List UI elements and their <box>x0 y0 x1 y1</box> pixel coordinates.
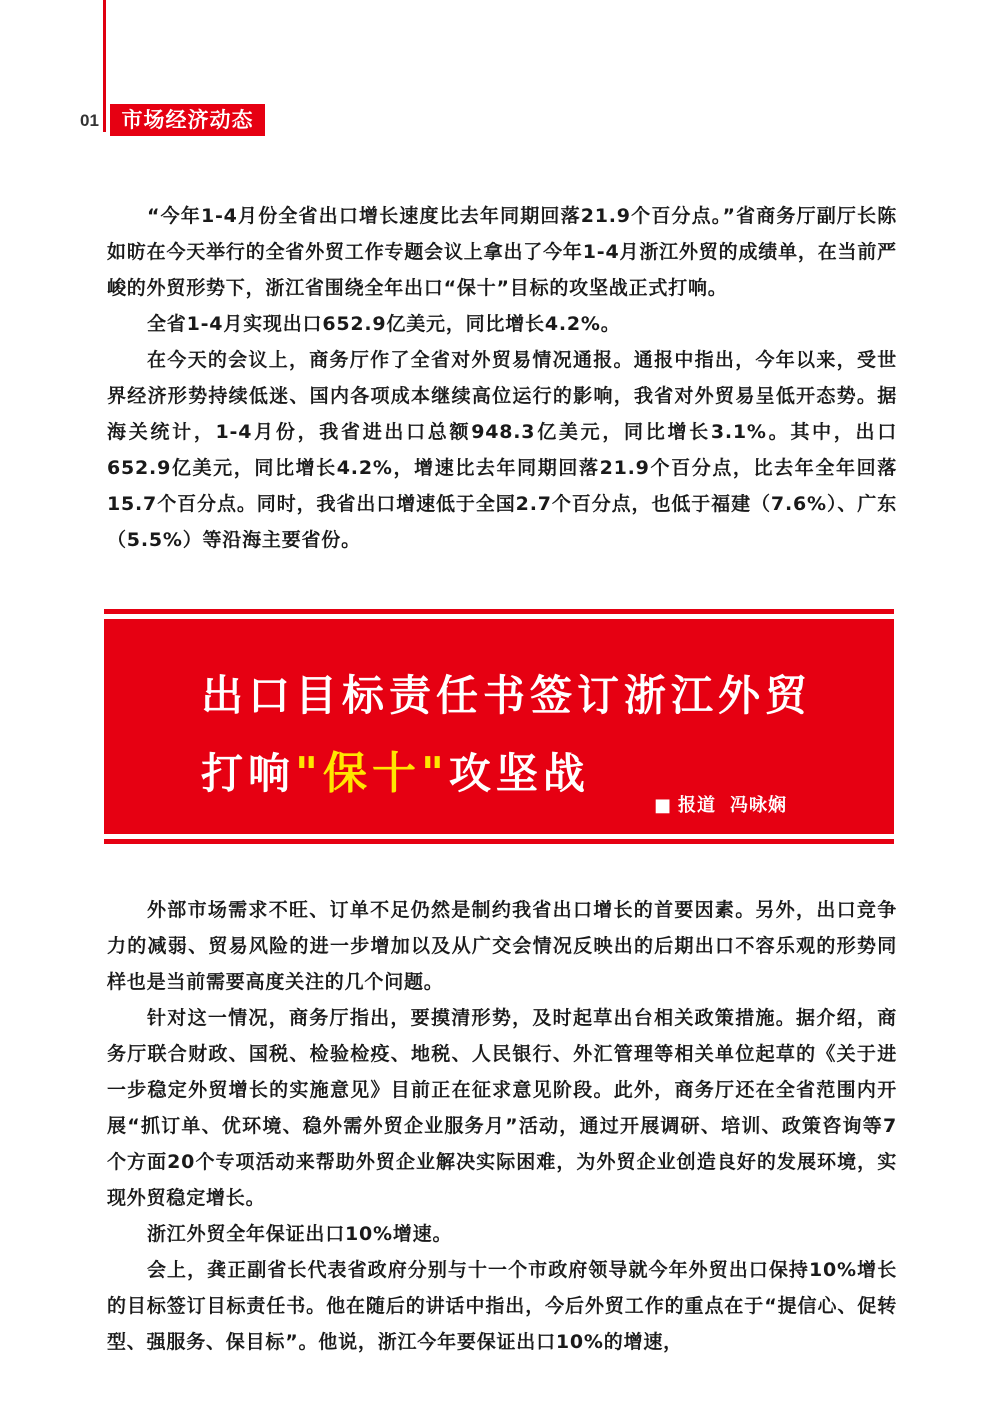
headline-line-2 <box>201 737 590 801</box>
body-text <box>107 892 897 1360</box>
paragraph: 全省1-4月实现出口652.9亿美元，同比增长4.2%。 <box>147 313 621 335</box>
byline <box>654 791 787 817</box>
paragraph: “今年1-4月份全省出口增长速度比去年同期回落21.9个百分点。”省商务厅副厅长陈如昉在今天举行的全省外贸工作专题会议上拿出了今年1-4月浙江外贸的成绩单，在当前严峻的外贸形势下，浙江省围绕全年出口“保十”目标的攻坚战正式打响。 <box>107 205 897 299</box>
headline-banner <box>104 619 894 834</box>
banner-bottom-rule <box>104 839 894 844</box>
paragraph: 外部市场需求不旺、订单不足仍然是制约我省出口增长的首要因素。另外，出口竞争力的减弱、贸易风险的进一步增加以及从广交会情况反映出的后期出口不容乐观的形势同样也是当前需要高度关注的几个问题。 <box>107 899 897 993</box>
byline-author: 冯咏娴 <box>730 795 787 816</box>
header-accent-line <box>103 0 106 132</box>
paragraph: 会上，龚正副省长代表省政府分别与十一个市政府领导就今年外贸出口保持10%增长的目标签订目标责任书。他在随后的讲话中指出，今后外贸工作的重点在于“提信心、促转型、强服务、保目标”。他说，浙江今年要保证出口10%的增速， <box>107 1259 897 1353</box>
headline-prefix: 打响 <box>201 749 296 798</box>
paragraph: 针对这一情况，商务厅指出，要摸清形势，及时起草出台相关政策措施。据介绍，商务厅联合财政、国税、检验检疫、地税、人民银行、外汇管理等相关单位起草的《关于进一步稳定外贸增长的实施意见》目前正在征求意见阶段。此外，商务厅还在全省范围内开展“抓订单、优环境、稳外需外贸企业服务月”活动，通过开展调研、培训、政策咨询等7个方面20个专项活动来帮助外贸企业解决实际困难，为外贸企业创造良好的发展环境，实现外贸稳定增长。 <box>107 1007 897 1209</box>
banner-top-rule <box>104 609 894 614</box>
section-title: 市场经济动态 <box>110 104 265 136</box>
intro-text <box>107 198 897 558</box>
byline-marker: ■ <box>653 795 672 816</box>
paragraph: 在今天的会议上，商务厅作了全省对外贸易情况通报。通报中指出，今年以来，受世界经济形势持续低迷、国内各项成本继续高位运行的影响，我省对外贸易呈低开态势。据海关统计，1-4月份，我省进出口总额948.3亿美元，同比增长3.1%。其中，出口652.9亿美元，同比增长4.2%，增速比去年同期回落21.9个百分点，比去年全年回落15.7个百分点。同时，我省出口增速低于全国2.7个百分点，也低于福建（7.6%）、广东（5.5%）等沿海主要省份。 <box>107 349 897 551</box>
headline-highlight: "保十" <box>295 748 449 799</box>
headline-line-1: 出口目标责任书签订浙江外贸 <box>201 671 813 720</box>
paragraph: 浙江外贸全年保证出口10%增速。 <box>147 1223 453 1245</box>
headline-suffix: 攻坚战 <box>448 749 590 798</box>
byline-label: 报道 <box>678 795 716 816</box>
page-number: 01 <box>80 111 99 130</box>
